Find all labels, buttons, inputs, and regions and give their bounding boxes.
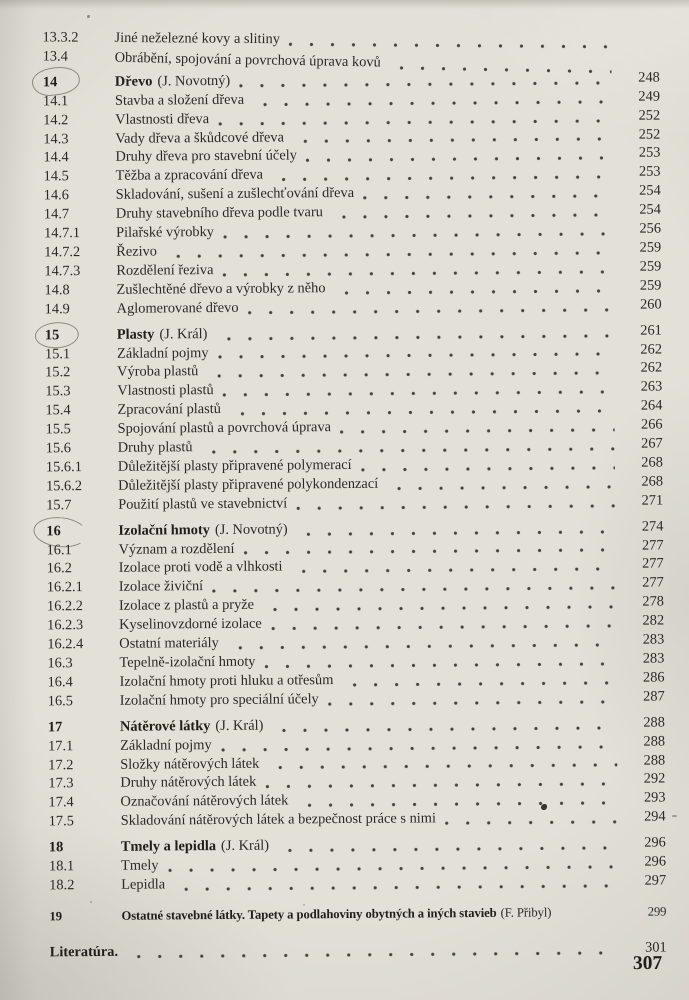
section-number-cell — [43, 92, 115, 111]
section-title: Tmely a lepidla — [120, 838, 217, 855]
section-title: Zpracování plastů — [117, 401, 222, 418]
section-number-cell — [43, 129, 115, 148]
section-title: Izolace proti vodě a vlhkosti — [118, 558, 283, 577]
dot-leader — [297, 800, 617, 809]
page-ref: 282 — [642, 612, 665, 629]
page-ref: 267 — [641, 435, 663, 452]
section-title: Druhy nátěrových látek — [120, 774, 257, 792]
page-ref: 277 — [642, 555, 664, 573]
toc-row — [50, 938, 667, 962]
section-title: Spojování plastů a povrchová úprava — [117, 419, 332, 437]
section-number-cell — [45, 382, 117, 401]
section-number-cell — [46, 477, 118, 496]
section-title: Důležitější plasty připravené polymerací — [117, 456, 352, 475]
section-title: Izolační hmoty pro speciální účely — [119, 691, 319, 709]
section-number-cell — [46, 521, 118, 540]
section-number-cell — [48, 673, 120, 692]
section-title: Tmely — [120, 857, 159, 874]
dot-leader — [387, 484, 615, 492]
section-number: 16.3 — [47, 655, 73, 672]
section-number-cell — [44, 205, 116, 224]
section-number-cell — [49, 812, 121, 831]
section-number: 18.1 — [48, 858, 75, 875]
page-ref: 261 — [640, 322, 662, 339]
page-ref: 254 — [639, 182, 661, 199]
page-ref: 286 — [642, 669, 665, 686]
dot-leader — [278, 845, 618, 854]
section-number: 14.1 — [42, 92, 69, 110]
section-number-cell — [44, 262, 116, 281]
section-number: 14.9 — [44, 300, 70, 318]
page-ref: 259 — [639, 277, 662, 294]
section-number: 14.7 — [43, 206, 70, 223]
author-label: (J. Král) — [220, 837, 270, 855]
section-number: 16.5 — [47, 692, 73, 710]
section-title: Základní pojmy — [120, 736, 212, 754]
section-title: Pilařské výrobky — [115, 224, 215, 241]
section-title: Aglomerované dřevo — [116, 299, 239, 317]
page-ref: 277 — [641, 537, 664, 554]
dot-leader — [390, 65, 612, 75]
section-title: Použití plastů ve stavebnictví — [118, 495, 288, 513]
section-title: Druhy stavebního dřeva podle tvaru — [115, 204, 323, 222]
dot-leader — [445, 819, 618, 826]
page-ref: 248 — [638, 69, 660, 86]
section-title: Nátěrové látky — [119, 717, 211, 735]
section-title: Výroba plastů — [117, 363, 199, 381]
section-title: Vlastnosti plastů — [117, 382, 214, 400]
section-number-cell — [46, 458, 118, 477]
section-number: 15 — [44, 326, 60, 343]
section-title: Literatúra. — [49, 943, 119, 961]
section-number: 16.2 — [46, 560, 72, 577]
section-number: 17.5 — [48, 813, 74, 830]
author-label: (J. Novotný) — [214, 521, 288, 538]
dot-leader — [296, 503, 615, 512]
section-number: 15.6.1 — [45, 458, 82, 476]
page-ref: 283 — [642, 650, 665, 667]
section-number-cell — [48, 774, 120, 793]
section-number-cell — [44, 243, 116, 262]
section-number: 16.2.2 — [46, 598, 84, 615]
dot-leader — [340, 427, 615, 435]
section-number-cell — [48, 717, 120, 736]
section-number: 14.4 — [43, 149, 69, 166]
section-title: Význam a rozdělení — [118, 540, 235, 558]
section-number-cell — [43, 110, 115, 129]
page-ref: 252 — [638, 126, 661, 143]
section-title: Zušlechtěné dřevo a výrobky z něho — [116, 279, 326, 298]
dot-leader — [297, 528, 616, 537]
toc-row — [48, 687, 665, 711]
section-title: Rozdělení řeziva — [116, 261, 214, 279]
page-ref — [622, 71, 660, 72]
section-title: Kyselinovzdorné izolace — [119, 615, 262, 633]
page-ref: 254 — [639, 201, 661, 218]
section-number: 16.4 — [47, 674, 73, 691]
page-ref: 292 — [643, 770, 666, 788]
dot-leader — [306, 155, 613, 163]
section-number: 17.2 — [48, 756, 74, 773]
section-number-cell — [46, 439, 118, 458]
section-number-cell — [46, 496, 118, 515]
section-number: 15.2 — [45, 364, 71, 381]
toc-row — [49, 902, 666, 926]
page-ref: 294 — [643, 808, 666, 825]
section-number-cell — [47, 635, 119, 654]
page-ref: 288 — [643, 752, 666, 769]
section-number-cell — [49, 876, 121, 895]
dot-leader — [335, 288, 614, 296]
section-number-cell — [42, 28, 114, 47]
section-title: Složky nátěrových látek — [120, 755, 260, 773]
page-ref: 288 — [643, 733, 666, 750]
page-ref: 266 — [640, 416, 663, 433]
dot-leader — [332, 212, 613, 220]
dot-leader — [293, 136, 612, 145]
section-number: 16 — [46, 522, 61, 539]
dot-leader — [174, 883, 618, 892]
toc-row — [45, 295, 662, 319]
page-ref: 297 — [644, 872, 667, 889]
section-number: 17.4 — [48, 794, 74, 811]
page-ref: 293 — [643, 789, 666, 807]
section-title: Vady dřeva a škůdcové dřeva — [115, 128, 284, 147]
page-ref: 287 — [643, 688, 665, 705]
section-number-cell — [49, 907, 121, 926]
dot-leader — [272, 724, 617, 733]
dot-leader — [560, 914, 618, 920]
section-title: Ostatné stavebné látky. Tapety a podlahoviny obytných a iných stavieb — [121, 905, 497, 923]
section-number: 17.3 — [48, 775, 74, 792]
section-number-cell — [49, 857, 121, 876]
section-number-cell — [44, 281, 116, 300]
section-number-cell — [44, 186, 116, 205]
section-number: 15.3 — [45, 383, 71, 400]
section-number: 15.6 — [45, 440, 71, 457]
page-ref: 301 — [645, 939, 667, 956]
section-number: 17.1 — [48, 737, 74, 754]
section-number-cell — [43, 148, 115, 167]
section-number: 18.2 — [49, 877, 75, 894]
section-number: 15.1 — [44, 345, 71, 362]
section-number-cell — [47, 578, 119, 597]
page-ref: 249 — [638, 88, 661, 105]
section-number: 14.7.3 — [44, 262, 81, 280]
section-number-cell — [47, 597, 119, 616]
section-title: Druhy dřeva pro stavební účely — [115, 147, 297, 166]
section-number-cell — [42, 47, 114, 67]
section-number: 14.7.2 — [44, 244, 81, 261]
section-number: 14.7.1 — [43, 225, 81, 242]
section-number: 13.3.2 — [42, 29, 79, 46]
section-title: Dřevo — [114, 73, 153, 90]
section-number: 16.2.4 — [47, 636, 84, 653]
section-number: 14.2 — [43, 111, 69, 128]
dot-leader — [363, 193, 613, 201]
dot-leader — [342, 680, 616, 688]
section-title: Tepelně-izolační hmoty — [119, 653, 256, 671]
page-ref: 259 — [639, 239, 662, 256]
page-ref: 256 — [639, 220, 662, 237]
section-number-cell — [47, 616, 119, 635]
page-ref: 253 — [638, 163, 661, 181]
dot-leader — [127, 950, 619, 960]
dot-leader — [328, 699, 617, 707]
author-label: (J. Král) — [215, 717, 264, 734]
section-title: Řezivo — [116, 243, 158, 260]
section-title: Obrábění, spojování a povrchová úprava kovů — [114, 49, 381, 71]
section-title: Druhy plastů — [117, 439, 193, 456]
section-number-cell — [45, 325, 117, 344]
page-ref: 259 — [639, 258, 662, 275]
toc-row — [46, 491, 663, 515]
section-number: 15.6.2 — [45, 477, 83, 495]
section-title: Izolace živiční — [118, 578, 204, 596]
page-ref: 296 — [644, 834, 666, 851]
page-ref: 271 — [641, 492, 664, 509]
section-number-cell — [49, 838, 121, 857]
section-number: 14 — [42, 74, 58, 91]
section-number: 18 — [48, 839, 64, 856]
page-ref: 278 — [642, 593, 665, 610]
section-title: Základní pojmy — [116, 344, 209, 362]
dot-leader — [289, 41, 612, 50]
section-number-cell — [44, 224, 116, 243]
page-ref: 268 — [641, 473, 664, 490]
page-ref: 274 — [641, 518, 664, 535]
section-number: 14.6 — [43, 187, 70, 204]
section-number-cell — [46, 540, 118, 559]
page-ref: 260 — [639, 296, 662, 313]
section-number: 19 — [49, 909, 62, 924]
paper-speck — [303, 904, 305, 906]
page-ref: 277 — [642, 574, 664, 592]
author-label: (F. Přibyl) — [500, 905, 552, 920]
section-title: Plasty — [116, 326, 155, 343]
section-title: Lepidla — [121, 876, 166, 893]
section-title: Jiné neželezné kovy a slitiny — [114, 29, 281, 48]
section-number-cell — [45, 344, 117, 363]
page-ref: 253 — [638, 144, 661, 162]
author-label: (J. Král) — [159, 325, 208, 343]
section-number-cell — [43, 73, 115, 92]
page-ref: 268 — [641, 454, 663, 471]
section-number-cell — [46, 420, 118, 439]
section-number-cell — [47, 654, 119, 673]
section-number-cell — [48, 793, 120, 812]
section-number-cell — [45, 299, 117, 318]
section-number: 15.5 — [45, 421, 71, 438]
page-ref: 288 — [643, 714, 665, 731]
section-number: 13.4 — [42, 48, 69, 65]
author-label: (J. Novotný) — [157, 72, 231, 90]
section-number: 15.7 — [46, 496, 72, 514]
section-number: 17 — [47, 718, 63, 736]
section-number-cell — [47, 559, 119, 578]
section-title: Stavba a složení dřeva — [114, 91, 245, 109]
toc-row — [49, 871, 666, 895]
dot-leader — [272, 174, 613, 183]
section-title: Izolace z plastů a pryže — [118, 596, 255, 615]
dot-leader — [271, 623, 616, 632]
section-title: Těžba a zpracování dřeva — [115, 166, 264, 185]
page-number-corner: 307 — [632, 952, 663, 975]
section-number: 16.2.1 — [46, 579, 83, 596]
section-number: 15.4 — [45, 402, 71, 419]
toc-row — [49, 808, 666, 832]
dot-leader — [248, 306, 614, 315]
page-ref: 262 — [640, 341, 663, 358]
section-title: Skladování nátěrových látek a bezpečnost práce s nimi — [120, 810, 437, 830]
section-number: 16.2.3 — [47, 617, 84, 634]
section-number: 16.1 — [46, 541, 72, 558]
page-ref: 283 — [642, 631, 665, 648]
section-number-cell — [48, 692, 120, 711]
page-ref: 264 — [640, 397, 663, 414]
page-ref: 299 — [647, 904, 667, 919]
section-number-cell — [48, 755, 120, 774]
section-title: Důležitější plasty připravené polykondenzací — [117, 475, 379, 494]
section-number: 14.5 — [43, 168, 69, 185]
section-title: Skladování, sušení a zušlechťování dřeva — [115, 185, 355, 204]
paper-speck — [90, 901, 92, 903]
section-number-cell — [45, 363, 117, 382]
dot-leader — [361, 465, 615, 473]
page-ref: 296 — [644, 853, 667, 870]
pencil-dash-mark — [672, 815, 677, 817]
section-number-cell — [44, 167, 116, 186]
section-title: Vlastnosti dřeva — [115, 110, 210, 128]
section-number: 14.3 — [43, 130, 69, 147]
page-ref: 263 — [640, 378, 663, 395]
dot-leader — [292, 566, 616, 575]
section-title: Označování nátěrových látek — [120, 792, 289, 811]
section-number: 14.8 — [44, 281, 70, 299]
page-ref: 252 — [638, 107, 661, 124]
section-title: Izolační hmoty proti hluku a otřesům — [119, 671, 334, 690]
section-number-cell — [45, 401, 117, 420]
section-title: Ostatní materiály — [119, 635, 219, 652]
section-title: Izolační hmoty — [118, 521, 210, 539]
section-number-cell — [48, 736, 120, 755]
page-ref: 262 — [640, 359, 663, 377]
